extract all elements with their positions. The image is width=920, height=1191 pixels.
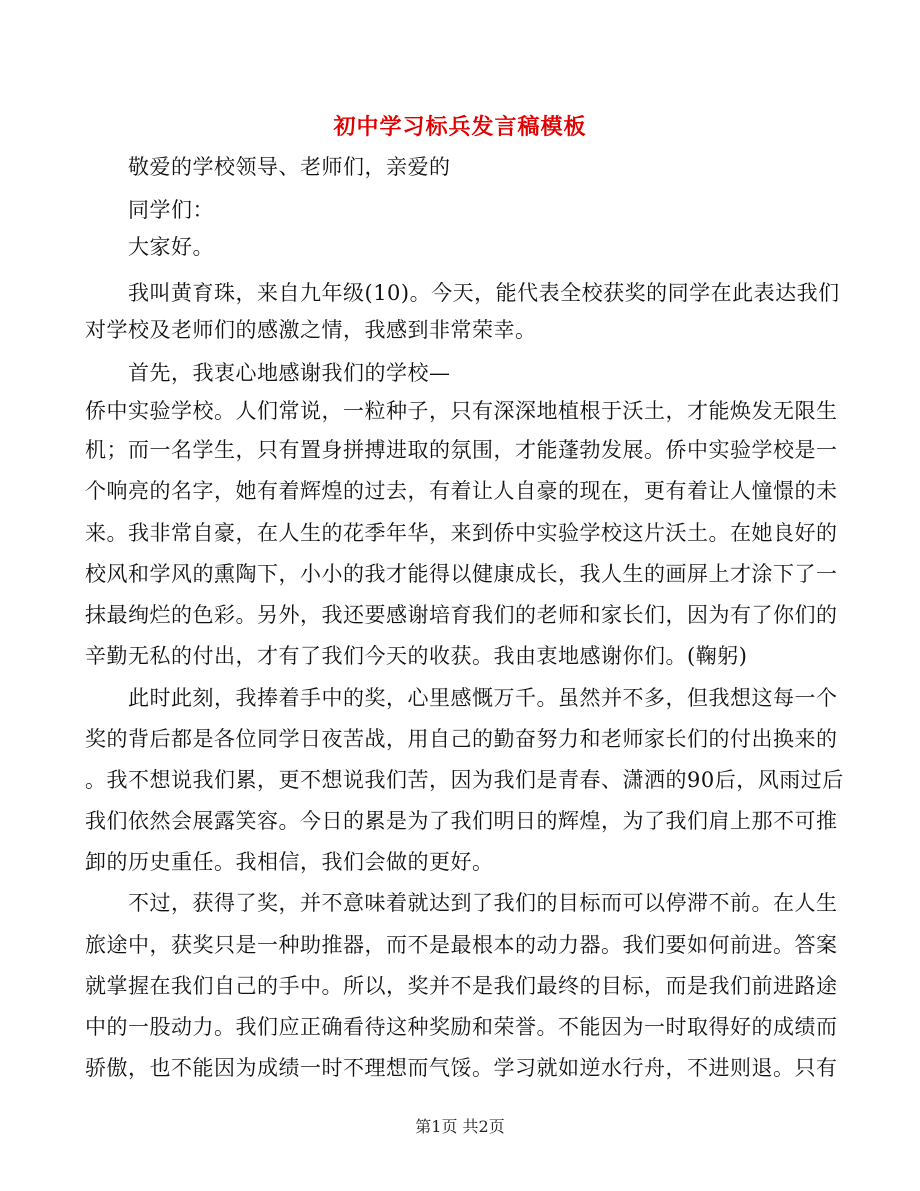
paragraph-line: 骄傲，也不能因为成绩一时不理想而气馁。学习就如逆水行舟，不进则退。只有 [85,1056,838,1080]
paragraph-line: 中的一股动力。我们应正确看待这种奖励和荣誉。不能因为一时取得好的成绩而 [85,1015,838,1039]
paragraph-line: 大家好。 [128,235,214,259]
document-title: 初中学习标兵发言稿模板 [333,114,587,140]
paragraph-line: 我叫黄育珠，来自九年级(10)。今天，能代表全校获奖的同学在此表达我们 [128,281,840,305]
paragraph-line: 首先，我衷心地感谢我们的学校— [128,361,451,385]
paragraph-line: 来。我非常自豪，在人生的花季年华，来到侨中实验学校这片沃土。在她良好的 [85,521,838,545]
paragraph-line: 侨中实验学校。人们常说，一粒种子，只有深深地植根于沃土，才能焕发无限生 [85,399,838,423]
page-number: 第1页 共2页 [415,1117,505,1136]
paragraph-line: 。我不想说我们累，更不想说我们苦，因为我们是青春、潇洒的90后，风雨过后 [85,768,844,792]
paragraph-line: 我们依然会展露笑容。今日的累是为了我们明日的辉煌，为了我们肩上那不可推 [85,809,838,833]
paragraph-line: 辛勤无私的付出，才有了我们今天的收获。我由衷地感谢你们。(鞠躬) [85,644,748,668]
paragraph-line: 同学们： [128,198,214,222]
paragraph-line: 对学校及老师们的感激之情，我感到非常荣幸。 [85,318,537,342]
paragraph-line: 个响亮的名字，她有着辉煌的过去，有着让人自豪的现在，更有着让人憧憬的未 [85,479,838,503]
paragraph-line: 此时此刻，我捧着手中的奖，心里感慨万千。虽然并不多，但我想这每一个 [128,686,838,710]
paragraph-line: 旅途中，获奖只是一种助推器，而不是最根本的动力器。我们要如何前进。答案 [85,933,838,957]
paragraph-line: 就掌握在我们自己的手中。所以，奖并不是我们最终的目标，而是我们前进路途 [85,974,838,998]
paragraph-line: 卸的历史重任。我相信，我们会做的更好。 [85,850,494,874]
paragraph-line: 不过，获得了奖，并不意味着就达到了我们的目标而可以停滞不前。在人生 [128,891,838,915]
paragraph-line: 抹最绚烂的色彩。另外，我还要感谢培育我们的老师和家长们，因为有了你们的 [85,603,838,627]
paragraph-line: 奖的背后都是各位同学日夜苦战，用自己的勤奋努力和老师家长们的付出换来的 [85,727,838,751]
paragraph-line: 校风和学风的熏陶下，小小的我才能得以健康成长，我人生的画屏上才涂下了一 [85,562,838,586]
paragraph-line: 机；而一名学生，只有置身拼搏进取的氛围，才能蓬勃发展。侨中实验学校是一 [85,438,838,462]
paragraph-line: 敬爱的学校领导、老师们，亲爱的 [128,155,451,179]
